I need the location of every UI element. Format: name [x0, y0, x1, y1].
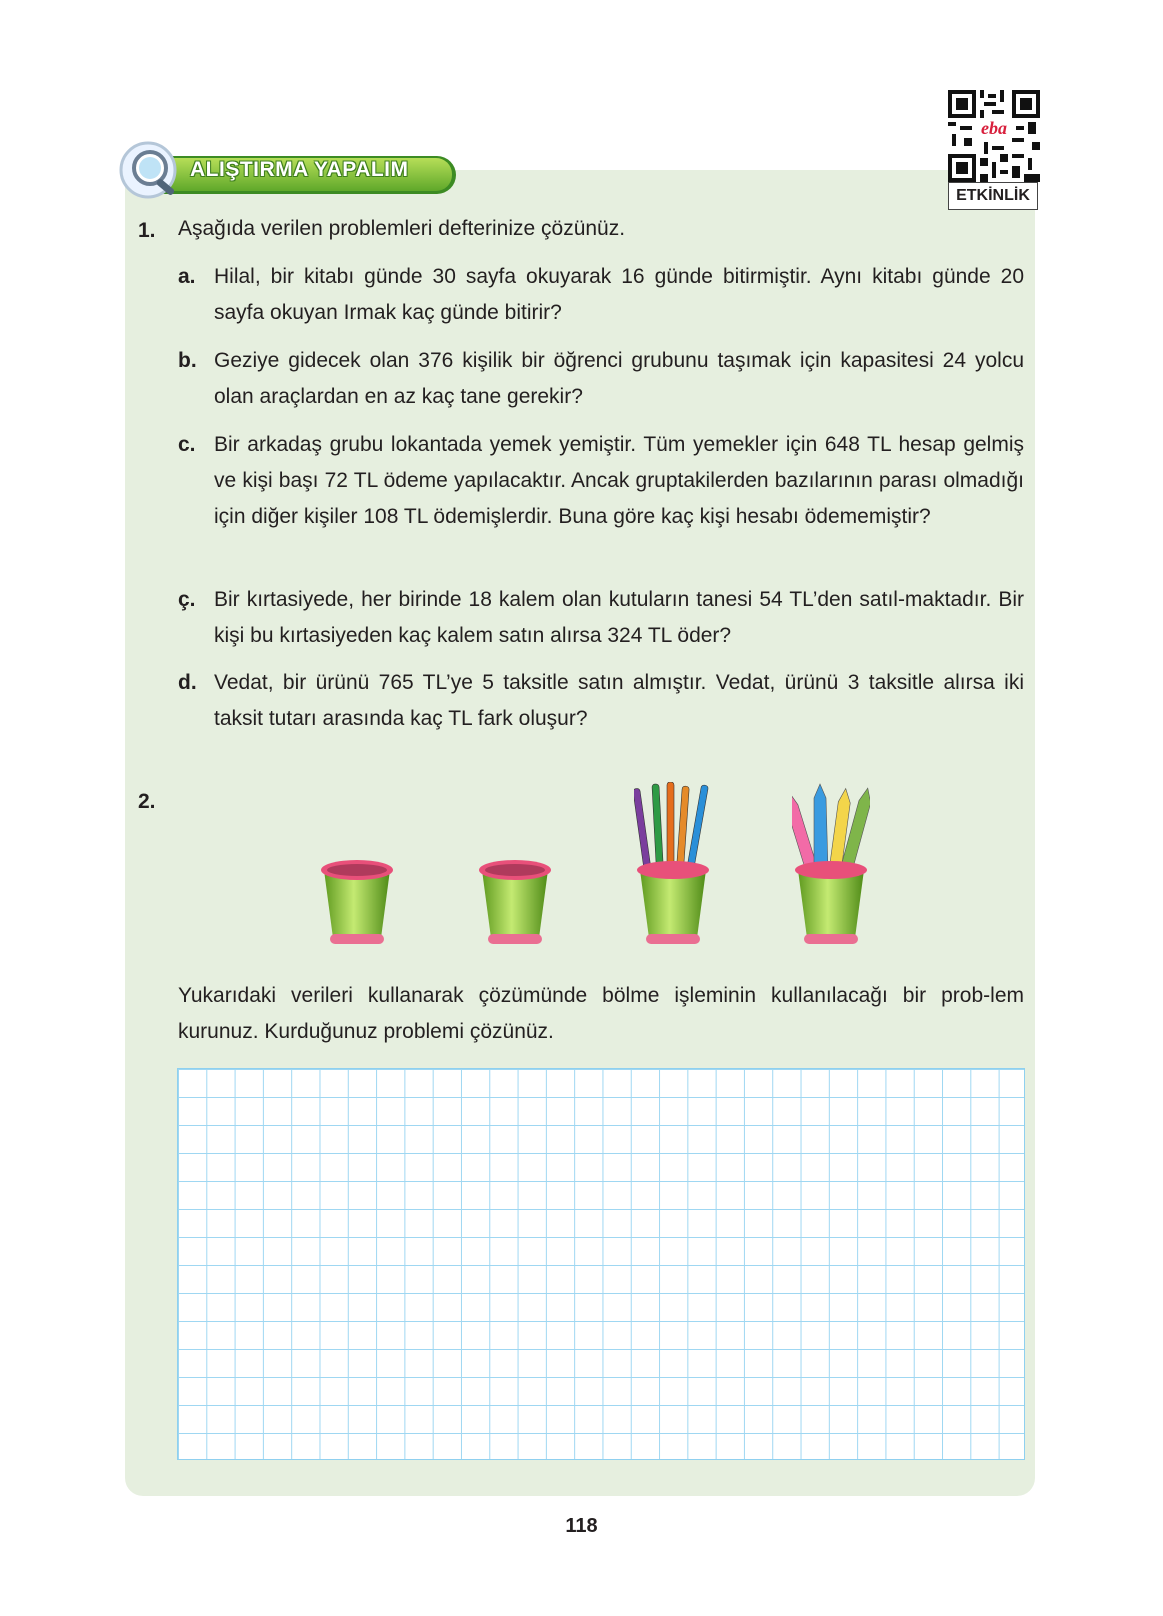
problem-item — [178, 343, 1024, 415]
qr-code-icon[interactable] — [948, 90, 1040, 182]
cup-with-crayons-icon — [792, 782, 870, 948]
page-number: 118 — [565, 1515, 598, 1537]
question-2-number: 2. — [138, 790, 156, 813]
empty-cup-icon — [476, 856, 554, 948]
problem-label: d. — [178, 671, 197, 694]
cup-with-pens-icon — [634, 782, 712, 948]
problem-text: Vedat, bir ürünü 765 TL’ye 5 taksitle satın almıştır. Vedat, ürünü 3 taksitle alırsa iki taksit tutarı arasında kaç TL fark oluşur? — [214, 671, 1024, 730]
etkinlik-label: ETKİNLİK — [948, 182, 1038, 210]
question-1-prompt: Aşağıda verilen problemleri defterinize çözünüz. — [178, 217, 626, 240]
eba-logo: eba — [981, 118, 1007, 138]
problem-item — [178, 582, 1024, 654]
empty-cup-icon — [318, 856, 396, 948]
problem-text: Geziye gidecek olan 376 kişilik bir öğrenci grubunu taşımak için kapasitesi 24 yolcu olan araçlardan en az kaç tane gerekir? — [214, 349, 1024, 408]
problem-item — [178, 259, 1024, 331]
banner-title: ALIŞTIRMA YAPALIM — [190, 158, 409, 181]
problem-text: Bir arkadaş grubu lokantada yemek yemiştir. Tüm yemekler için 648 TL hesap gelmiş ve kişi başı 72 TL ödeme yapılacaktır. Ancak gruptakilerden bazılarının parası olmadığı için diğer kişiler 108 TL ödemişlerdir. Buna göre kaç kişi hesabı ödememiştir? — [214, 433, 1024, 528]
problem-item — [178, 665, 1024, 737]
problem-label: ç. — [178, 588, 196, 611]
question-2-prompt-block — [178, 978, 1024, 1050]
problem-label: a. — [178, 265, 196, 288]
problem-text: Hilal, bir kitabı günde 30 sayfa okuyarak 16 günde bitirmiştir. Aynı kitabı günde 20 sayfa okuyan Irmak kaç günde bitirir? — [214, 265, 1024, 324]
problem-label: b. — [178, 349, 197, 372]
problem-text: Bir kırtasiyede, her birinde 18 kalem olan kutuların tanesi 54 TL’den satıl-maktadır. Bir kişi bu kırtasiyeden kaç kalem satın alırsa 324 TL öder? — [214, 588, 1024, 647]
problem-item — [178, 427, 1024, 535]
question-1-number: 1. — [138, 219, 156, 242]
solution-grid[interactable] — [177, 1068, 1025, 1460]
problem-label: c. — [178, 433, 196, 456]
question-2-prompt: Yukarıdaki verileri kullanarak çözümünde bölme işleminin kullanılacağı bir prob-lem kurunuz. Kurduğunuz problemi çözünüz. — [178, 984, 1024, 1043]
magnifier-icon — [118, 140, 190, 204]
